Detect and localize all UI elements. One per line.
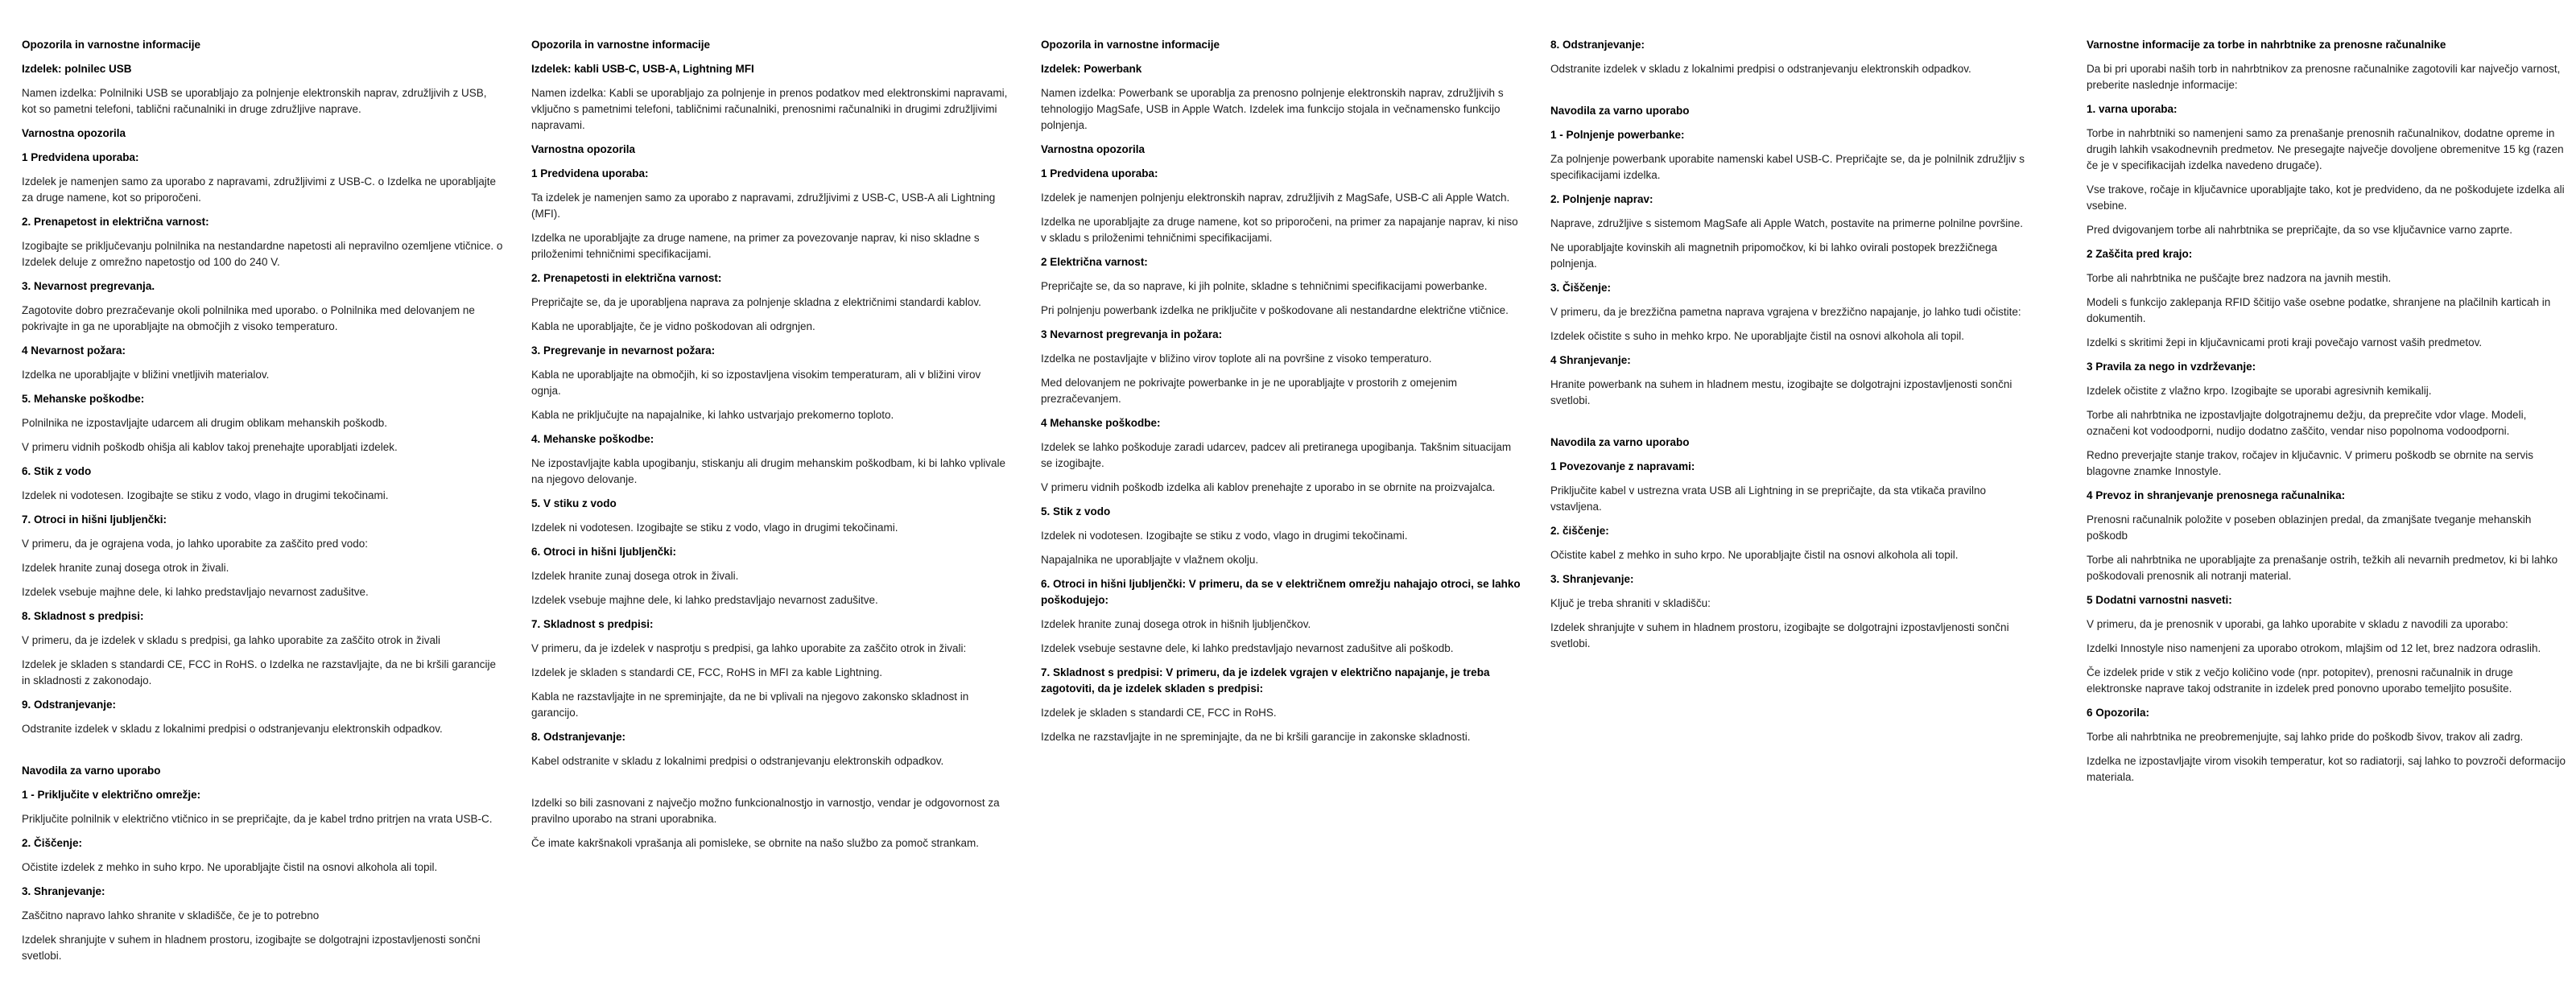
paragraph: Izdelek je skladen s standardi CE, FCC, RoHS in MFI za kable Lightning. bbox=[531, 666, 882, 678]
paragraph: Izdelek je namenjen samo za uporabo z napravami, združljivimi z USB-C. o Izdelka ne uporabljajte za druge namene, kot so priporočeni. bbox=[22, 175, 497, 204]
section-heading: 1 Predvidena uporaba: bbox=[22, 151, 139, 163]
paragraph: Torbe ali nahrbtnika ne izpostavljajte dolgotrajnemu dežju, da preprečite vdor vlage. Modeli, označeni kot vodoodporni, nudijo dodatno zaščito, vendar niso popolnoma vodoodporni. bbox=[2087, 409, 2527, 437]
paragraph: Prenosni računalnik položite v poseben oblazinjen predal, da zmanjšate tveganje mehanskih poškodb bbox=[2087, 513, 2532, 542]
section-heading: 8. Skladnost s predpisi: bbox=[22, 610, 144, 622]
paragraph: Izdelki s skritimi žepi in ključavnicami proti kraji povečajo varnost vaših predmetov. bbox=[2087, 336, 2483, 348]
paragraph: Izdelka ne razstavljajte in ne spreminjajte, da ne bi kršili garancije in zakonske skladnosti. bbox=[1041, 731, 1471, 743]
paragraph: Hranite powerbank na suhem in hladnem mestu, izogibajte se dolgotrajni izpostavljenosti sončni svetlobi. bbox=[1550, 378, 2013, 406]
text-column-3 bbox=[1041, 37, 1522, 753]
spacer bbox=[1550, 417, 2032, 435]
text-column-1 bbox=[22, 37, 503, 972]
paragraph: Izdelka ne postavljajte v bližino virov toplote ali na površine z visoko temperaturo. bbox=[1041, 353, 1432, 365]
paragraph: Za polnjenje powerbank uporabite namenski kabel USB-C. Prepričajte se, da je polnilnik združljiv s specifikacijami izdelka. bbox=[1550, 153, 2025, 181]
paragraph: Izdelki so bili zasnovani z največjo možno funkcionalnostjo in varnostjo, vendar je odgovornost za pravilno uporabo na strani uporabnika. bbox=[531, 797, 1000, 825]
section-heading: 1 Povezovanje z napravami: bbox=[1550, 460, 1695, 472]
paragraph: V primeru vidnih poškodb ohišja ali kablov takoj prenehajte uporabljati izdelek. bbox=[22, 441, 398, 453]
text-column-2 bbox=[531, 37, 1013, 860]
section-heading: 4 Shranjevanje: bbox=[1550, 354, 1631, 366]
paragraph: Izdelka ne izpostavljajte virom visokih temperatur, kot so radiatorji, saj lahko to povzroči deformacijo materiala. bbox=[2087, 755, 2566, 783]
paragraph: Ne uporabljajte kovinskih ali magnetnih pripomočkov, ki bi lahko ovirali postopek brezžičnega polnjenja. bbox=[1550, 241, 1998, 270]
paragraph: Naprave, združljive s sistemom MagSafe ali Apple Watch, postavite na primerne polnilne površine. bbox=[1550, 217, 2024, 229]
section-heading: Navodila za varno uporabo bbox=[22, 765, 161, 777]
section-heading: 3. Pregrevanje in nevarnost požara: bbox=[531, 344, 716, 357]
paragraph: Modeli s funkcijo zaklepanja RFID ščitijo vaše osebne podatke, shranjene na plačilnih karticah in dokumentih. bbox=[2087, 296, 2551, 324]
paragraph: Kabel odstranite v skladu z lokalnimi predpisi o odstranjevanju elektronskih odpadkov. bbox=[531, 755, 944, 767]
paragraph: Izdelek hranite zunaj dosega otrok in živali. bbox=[531, 570, 739, 582]
paragraph: Kabla ne priključujte na napajalnike, ki lahko ustvarjajo prekomerno toploto. bbox=[531, 409, 894, 421]
paragraph: Kabla ne razstavljajte in ne spreminjajte, da ne bi vplivali na njegovo zakonsko skladnost in garancijo. bbox=[531, 691, 969, 719]
paragraph: Izdelka ne uporabljajte v bližini vnetljivih materialov. bbox=[22, 369, 270, 381]
text-column-4 bbox=[1550, 37, 2032, 660]
paragraph: V primeru, da je prenosnik v uporabi, ga lahko uporabite v skladu z navodili za uporabo: bbox=[2087, 618, 2508, 630]
paragraph: Odstranite izdelek v skladu z lokalnimi predpisi o odstranjevanju elektronskih odpadkov. bbox=[1550, 63, 1971, 75]
paragraph: Kabla ne uporabljajte na območjih, ki so izpostavljena visokim temperaturam, ali v bližini virov ognja. bbox=[531, 369, 981, 397]
paragraph: Če imate kakršnakoli vprašanja ali pomisleke, se obrnite na našo službo za pomoč strankam. bbox=[531, 837, 980, 849]
section-heading: 8. Odstranjevanje: bbox=[531, 731, 626, 743]
section-heading: 7. Skladnost s predpisi: bbox=[531, 618, 654, 630]
section-heading: 6. Otroci in hišni ljubljenčki: bbox=[531, 546, 677, 558]
paragraph: Priključite polnilnik v električno vtičnico in se prepričajte, da je kabel trdno pritrjen na vrata USB-C. bbox=[22, 813, 493, 825]
paragraph: Zaščitno napravo lahko shranite v skladišče, če je to potrebno bbox=[22, 909, 320, 921]
section-heading: 2. Prenapetosti in električna varnost: bbox=[531, 272, 722, 284]
section-heading: 2 Električna varnost: bbox=[1041, 256, 1148, 268]
paragraph: Torbe ali nahrbtnika ne puščajte brez nadzora na javnih mestih. bbox=[2087, 272, 2392, 284]
paragraph: Izdelek ni vodotesen. Izogibajte se stiku z vodo, vlago in drugimi tekočinami. bbox=[1041, 530, 1408, 542]
section-heading: Varnostna opozorila bbox=[1041, 143, 1146, 155]
section-heading: 3 Nevarnost pregrevanja in požara: bbox=[1041, 328, 1223, 340]
paragraph: Zagotovite dobro prezračevanje okoli polnilnika med uporabo. o Polnilnika med delovanjem ne pokrivajte in ga ne uporabljajte na območjih z visoko temperaturo. bbox=[22, 304, 475, 332]
paragraph: Izdelek ni vodotesen. Izogibajte se stiku z vodo, vlago in drugimi tekočinami. bbox=[22, 489, 389, 501]
paragraph: Kabla ne uporabljajte, če je vidno poškodovan ali odrgnjen. bbox=[531, 320, 815, 332]
section-heading: 4 Mehanske poškodbe: bbox=[1041, 417, 1161, 429]
paragraph: Torbe ali nahrbtnika ne preobremenjujte, saj lahko pride do poškodb šivov, trakov ali zadrg. bbox=[2087, 731, 2524, 743]
paragraph: Torbe ali nahrbtnika ne uporabljajte za prenašanje ostrih, težkih ali nevarnih predmetov, ki bi lahko poškodovali prenosnik ali notranji material. bbox=[2087, 554, 2558, 582]
section-heading: Izdelek: Powerbank bbox=[1041, 63, 1142, 75]
section-heading: 1 - Polnjenje powerbanke: bbox=[1550, 129, 1685, 141]
paragraph: V primeru, da je izdelek v nasprotju s predpisi, ga lahko uporabite za zaščito otrok in živali: bbox=[531, 642, 967, 654]
section-heading: Navodila za varno uporabo bbox=[1550, 105, 1690, 117]
paragraph: Izdelek hranite zunaj dosega otrok in živali. bbox=[22, 562, 229, 574]
section-heading: 6. Stik z vodo bbox=[22, 465, 92, 477]
paragraph: Namen izdelka: Kabli se uporabljajo za polnjenje in prenos podatkov med elektronskimi napravami, vključno s pametnimi telefoni, tabličnimi računalniki, prenosnimi računalniki in drugimi združljivimi napravami. bbox=[531, 87, 1008, 131]
paragraph: Napajalnika ne uporabljajte v vlažnem okolju. bbox=[1041, 554, 1259, 566]
section-heading: Varnostne informacije za torbe in nahrbtnike za prenosne računalnike bbox=[2087, 39, 2446, 51]
paragraph: Izdelek hranite zunaj dosega otrok in hišnih ljubljenčkov. bbox=[1041, 618, 1311, 630]
section-heading: Opozorila in varnostne informacije bbox=[531, 39, 711, 51]
paragraph: Da bi pri uporabi naših torb in nahrbtnikov za prenosne računalnike zagotovili kar največjo varnost, preberite naslednje informacije: bbox=[2087, 63, 2561, 91]
section-heading: 9. Odstranjevanje: bbox=[22, 699, 117, 711]
section-heading: Izdelek: kabli USB-C, USB-A, Lightning MFI bbox=[531, 63, 754, 75]
paragraph: Prepričajte se, da je uporabljena naprava za polnjenje skladna z električnimi standardi kablov. bbox=[531, 296, 981, 308]
spacer bbox=[531, 777, 1013, 795]
section-heading: 1 - Priključite v električno omrežje: bbox=[22, 789, 201, 801]
section-heading: 4. Mehanske poškodbe: bbox=[531, 433, 654, 445]
paragraph: Ne izpostavljajte kabla upogibanju, stiskanju ali drugim mehanskim poškodbam, ki bi lahko vplivale na njegovo delovanje. bbox=[531, 457, 1006, 485]
paragraph: Izdelek očistite s suho in mehko krpo. Ne uporabljajte čistil na osnovi alkohola ali topil. bbox=[1550, 330, 1965, 342]
paragraph: Polnilnika ne izpostavljajte udarcem ali drugim oblikam mehanskih poškodb. bbox=[22, 417, 387, 429]
paragraph: Namen izdelka: Powerbank se uporablja za prenosno polnjenje elektronskih naprav, združljivih s tehnologijo MagSafe, USB in Apple Watch. Izdelek ima funkcijo stojala in večnamensko funkcijo polnjenja. bbox=[1041, 87, 1504, 131]
paragraph: Izdelek se lahko poškoduje zaradi udarcev, padcev ali pretiranega upogibanja. Takšnim situacijam se izogibajte. bbox=[1041, 441, 1512, 469]
section-heading: 2. Prenapetost in električna varnost: bbox=[22, 216, 209, 228]
paragraph: Izdelek očistite z vlažno krpo. Izogibajte se uporabi agresivnih kemikalij. bbox=[2087, 385, 2432, 397]
section-heading: 4 Nevarnost požara: bbox=[22, 344, 126, 357]
section-heading: 1. varna uporaba: bbox=[2087, 103, 2178, 115]
section-heading: 2 Zaščita pred krajo: bbox=[2087, 248, 2193, 260]
paragraph: V primeru, da je izdelek v skladu s predpisi, ga lahko uporabite za zaščito otrok in živali bbox=[22, 634, 441, 646]
paragraph: Vse trakove, ročaje in ključavnice uporabljajte tako, kot je predvideno, da ne poškodujete izdelka ali vsebine. bbox=[2087, 183, 2565, 212]
paragraph: Prepričajte se, da so naprave, ki jih polnite, skladne s tehničnimi specifikacijami powerbanke. bbox=[1041, 280, 1488, 292]
section-heading: 1 Predvidena uporaba: bbox=[531, 167, 649, 179]
section-heading: 3. Shranjevanje: bbox=[1550, 573, 1634, 585]
section-heading: 3. Čiščenje: bbox=[1550, 282, 1612, 294]
section-heading: 2. Čiščenje: bbox=[22, 837, 83, 849]
paragraph: V primeru vidnih poškodb izdelka ali kablov prenehajte z uporabo in se obrnite na proizvajalca. bbox=[1041, 481, 1496, 493]
section-heading: Varnostna opozorila bbox=[531, 143, 636, 155]
section-heading: 3. Shranjevanje: bbox=[22, 885, 105, 897]
text-column-5 bbox=[2087, 37, 2568, 794]
section-heading: 3 Pravila za nego in vzdrževanje: bbox=[2087, 361, 2256, 373]
section-heading: Izdelek: polnilec USB bbox=[22, 63, 132, 75]
paragraph: Izdelek vsebuje majhne dele, ki lahko predstavljajo nevarnost zadušitve. bbox=[531, 594, 878, 606]
paragraph: Namen izdelka: Polnilniki USB se uporabljajo za polnjenje elektronskih naprav, združljivih z USB, kot so pametni telefoni, tablični računalniki in druge združljive naprave. bbox=[22, 87, 487, 115]
section-heading: Opozorila in varnostne informacije bbox=[1041, 39, 1220, 51]
paragraph: Izdelek je namenjen polnjenju elektronskih naprav, združljivih z MagSafe, USB-C ali Apple Watch. bbox=[1041, 192, 1510, 204]
paragraph: Izdelek vsebuje sestavne dele, ki lahko predstavljajo nevarnost zadušitve ali poškodb. bbox=[1041, 642, 1454, 654]
paragraph: Pred dvigovanjem torbe ali nahrbtnika se prepričajte, da so vse ključavnice varno zaprte. bbox=[2087, 224, 2513, 236]
section-heading: 7. Skladnost s predpisi: V primeru, da je izdelek vgrajen v električno napajanje, je treba zagotoviti, da je izdelek skladen s predpisi: bbox=[1041, 666, 1490, 695]
paragraph: Izogibajte se priključevanju polnilnika na nestandardne napetosti ali nepravilno ozemljene vtičnice. o Izdelek deluje z omrežno napetostjo od 100 do 240 V. bbox=[22, 240, 503, 268]
spacer bbox=[1550, 85, 2032, 103]
section-heading: 5. Stik z vodo bbox=[1041, 505, 1111, 517]
paragraph: Med delovanjem ne pokrivajte powerbanke in je ne uporabljajte v prostorih z omejenim prezračevanjem. bbox=[1041, 377, 1458, 405]
paragraph: Izdelek je skladen s standardi CE, FCC in RoHS. o Izdelka ne razstavljajte, da ne bi kršili garancije in skladnosti z zakonodajo. bbox=[22, 658, 497, 686]
section-heading: 8. Odstranjevanje: bbox=[1550, 39, 1645, 51]
section-heading: 5. V stiku z vodo bbox=[531, 497, 617, 509]
paragraph: Očistite kabel z mehko in suho krpo. Ne uporabljajte čistil na osnovi alkohola ali topil. bbox=[1550, 549, 1959, 561]
section-heading: 1 Predvidena uporaba: bbox=[1041, 167, 1158, 179]
paragraph: Izdelek vsebuje majhne dele, ki lahko predstavljajo nevarnost zadušitve. bbox=[22, 586, 369, 598]
paragraph: Izdelka ne uporabljajte za druge namene, kot so priporočeni, na primer za napajanje naprav, ki niso v skladu s priloženimi tehničnimi specifikacijami. bbox=[1041, 216, 1518, 244]
paragraph: V primeru, da je ograjena voda, jo lahko uporabite za zaščito pred vodo: bbox=[22, 538, 369, 550]
section-heading: 3. Nevarnost pregrevanja. bbox=[22, 280, 155, 292]
section-heading: 6 Opozorila: bbox=[2087, 707, 2150, 719]
section-heading: 5. Mehanske poškodbe: bbox=[22, 393, 145, 405]
paragraph: Ta izdelek je namenjen samo za uporabo z napravami, združljivimi z USB-C, USB-A ali Lightning (MFI). bbox=[531, 192, 996, 220]
paragraph: Izdelek ni vodotesen. Izogibajte se stiku z vodo, vlago in drugimi tekočinami. bbox=[531, 522, 898, 534]
spacer bbox=[22, 745, 503, 763]
paragraph: Odstranite izdelek v skladu z lokalnimi predpisi o odstranjevanju elektronskih odpadkov. bbox=[22, 723, 443, 735]
paragraph: Izdelek je skladen s standardi CE, FCC in RoHS. bbox=[1041, 707, 1277, 719]
section-heading: Navodila za varno uporabo bbox=[1550, 436, 1690, 448]
paragraph: V primeru, da je brezžična pametna naprava vgrajena v brezžično napajanje, jo lahko tudi očistite: bbox=[1550, 306, 2021, 318]
paragraph: Izdelki Innostyle niso namenjeni za uporabo otrokom, mlajšim od 12 let, brez nadzora odraslih. bbox=[2087, 642, 2541, 654]
paragraph: Priključite kabel v ustrezna vrata USB ali Lightning in se prepričajte, da sta vtikača pravilno vstavljena. bbox=[1550, 484, 1987, 513]
paragraph: Očistite izdelek z mehko in suho krpo. Ne uporabljajte čistil na osnovi alkohola ali topil. bbox=[22, 861, 438, 873]
paragraph: Izdelek shranjujte v suhem in hladnem prostoru, izogibajte se dolgotrajni izpostavljenosti sončni svetlobi. bbox=[22, 934, 481, 962]
section-heading: 2. Polnjenje naprav: bbox=[1550, 193, 1653, 205]
section-heading: Varnostna opozorila bbox=[22, 127, 126, 139]
section-heading: 7. Otroci in hišni ljubljenčki: bbox=[22, 513, 167, 526]
section-heading: 6. Otroci in hišni ljubljenčki: V primeru, da se v električnem omrežju nahajajo otroci, se lahko poškodujejo: bbox=[1041, 578, 1521, 606]
paragraph: Ključ je treba shraniti v skladišču: bbox=[1550, 597, 1711, 609]
paragraph: Izdelka ne uporabljajte za druge namene, na primer za povezovanje naprav, ki niso skladne s priloženimi tehničnimi specifikacijami. bbox=[531, 232, 980, 260]
paragraph: Pri polnjenju powerbank izdelka ne priključite v poškodovane ali nestandardne električne vtičnice. bbox=[1041, 304, 1509, 316]
section-heading: 2. čiščenje: bbox=[1550, 525, 1609, 537]
paragraph: Redno preverjajte stanje trakov, ročajev in ključavnic. V primeru poškodb se obrnite na servis blagovne znamke Innostyle. bbox=[2087, 449, 2534, 477]
paragraph: Izdelek shranjujte v suhem in hladnem prostoru, izogibajte se dolgotrajni izpostavljenosti sončni svetlobi. bbox=[1550, 621, 2009, 649]
section-heading: 4 Prevoz in shranjevanje prenosnega računalnika: bbox=[2087, 489, 2346, 501]
paragraph: Če izdelek pride v stik z večjo količino vode (npr. potopitev), prenosni računalnik in druge elektronske naprave takoj odstranite in izdelek pred ponovno uporabo temeljito posušite. bbox=[2087, 666, 2513, 695]
paragraph: Torbe in nahrbtniki so namenjeni samo za prenašanje prenosnih računalnikov, dodatne opreme in drugih lahkih vsakodnevnih predmetov. Ne presegajte največje dovoljene obremenitve 15 kg (razen če je v specifikacijah izdelka navedeno drugače). bbox=[2087, 127, 2564, 171]
section-heading: Opozorila in varnostne informacije bbox=[22, 39, 201, 51]
section-heading: 5 Dodatni varnostni nasveti: bbox=[2087, 594, 2232, 606]
